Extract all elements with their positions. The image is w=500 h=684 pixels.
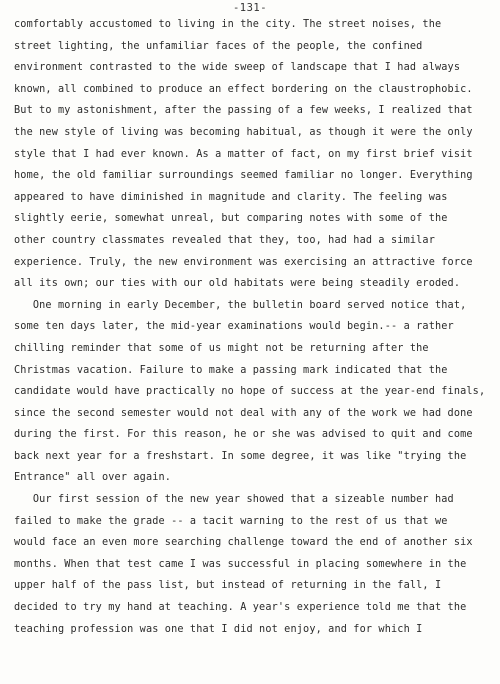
text-line: during the first. For this reason, he or she was advised to quit and come — [14, 429, 473, 441]
text-line: style that I had ever known. As a matter of fact, on my first brief visit — [14, 148, 473, 160]
text-line: But to my astonishment, after the passing of a few weeks, I realized that — [14, 105, 473, 117]
text-line: appeared to have diminished in magnitude and clarity. The feeling was — [14, 191, 448, 203]
text-line: experience. Truly, the new environment was exercising an attractive force — [14, 256, 473, 268]
text-line: teaching profession was one that I did not enjoy, and for which I — [14, 623, 423, 635]
text-line: months. When that test came I was successful in placing somewhere in the — [14, 558, 467, 570]
page-number: -131- — [232, 2, 268, 14]
text-line: street lighting, the unfamiliar faces of the people, the confined — [14, 40, 423, 52]
text-line: comfortably accustomed to living in the city. The street noises, the — [14, 19, 442, 30]
text-line: since the second semester would not deal with any of the work we had done — [14, 407, 473, 419]
text-line: Entrance" all over again. — [14, 472, 172, 484]
text-line: the new style of living was becoming habitual, as though it were the only — [14, 126, 473, 138]
text-line: home, the old familiar surroundings seemed familiar no longer. Everything — [14, 170, 473, 182]
text-line: candidate would have practically no hope of success at the year-end finals, — [14, 386, 486, 398]
text-line: some ten days later, the mid-year examinations would begin.-- a rather — [14, 321, 454, 333]
text-line: back next year for a freshstart. In some degree, it was like "trying the — [14, 450, 467, 462]
text-line: other country classmates revealed that they, too, had had a similar — [14, 234, 435, 246]
text-line: decided to try my hand at teaching. A year's experience told me that the — [14, 602, 467, 614]
text-line: Christmas vacation. Failure to make a passing mark indicated that the — [14, 364, 448, 376]
text-line: failed to make the grade -- a tacit warning to the rest of us that we — [14, 515, 448, 527]
text-line: known, all combined to produce an effect bordering on the claustrophobic. — [14, 83, 473, 95]
text-line: would face an even more searching challenge toward the end of another six — [14, 537, 473, 549]
text-line: all its own; our ties with our old habitats were being steadily eroded. — [14, 278, 461, 290]
paragraph-first-line: Our first session of the new year showed that a sizeable number had — [14, 494, 454, 506]
text-line: slightly eerie, somewhat unreal, but comparing notes with some of the — [14, 213, 448, 225]
text-line: upper half of the pass list, but instead of returning in the fall, I — [14, 580, 442, 592]
paragraph-first-line: One morning in early December, the bulletin board served notice that, — [14, 299, 467, 311]
text-line: environment contrasted to the wide sweep of landscape that I had always — [14, 62, 461, 74]
text-line: chilling reminder that some of us might not be returning after the — [14, 342, 429, 354]
body-text — [14, 14, 494, 640]
